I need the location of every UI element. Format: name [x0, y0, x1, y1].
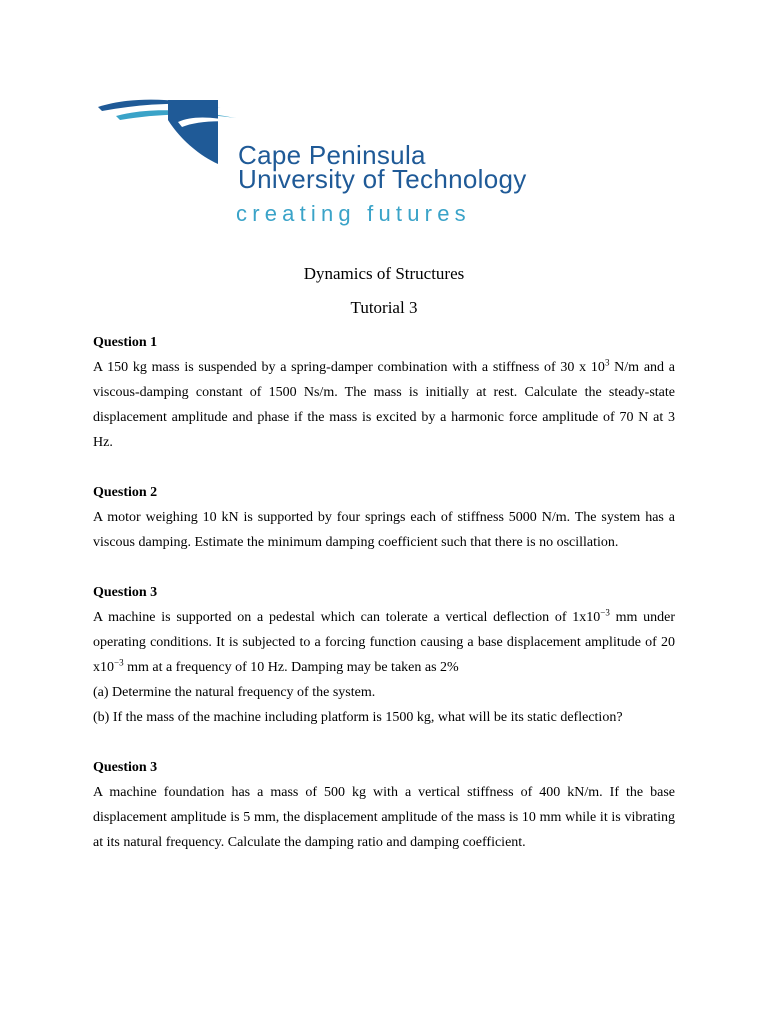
question-text-part: A 150 kg mass is suspended by a spring-damper combination with a stiffness of 30 x 10 — [93, 360, 605, 375]
question-block — [93, 580, 675, 730]
logo-text-line-2: University of Technology — [238, 164, 527, 194]
question-heading: Question 3 — [93, 760, 158, 775]
question-text-part: A machine is supported on a pedestal which can tolerate a vertical deflection of 1x10 — [93, 610, 601, 625]
question-text: A motor weighing 10 kN is supported by four springs each of stiffness 5000 N/m. The system has a viscous damping. Estimate the minimum damping coefficient such that there is no oscillation. — [93, 510, 675, 550]
question-subpart-b: (b) If the mass of the machine including platform is 1500 kg, what will be its static deflection? — [93, 710, 623, 725]
question-text — [93, 605, 675, 680]
document-subtitle: Tutorial 3 — [350, 298, 418, 317]
questions-section — [93, 330, 675, 855]
question-text — [93, 355, 675, 455]
wave-logo-icon — [96, 92, 246, 172]
question-block — [93, 330, 675, 455]
question-block — [93, 755, 675, 855]
logo-tagline: creating futures — [236, 201, 471, 226]
university-logo — [96, 92, 656, 232]
question-text-part: mm at a frequency of 10 Hz. Damping may be taken as 2% — [123, 660, 459, 675]
exponent: 3 — [604, 357, 610, 368]
question-text: A machine foundation has a mass of 500 kg with a vertical stiffness of 400 kN/m. If the base displacement amplitude is 5 mm, the displacement amplitude of the mass is 10 mm while it is vibrating at its natural frequency. Calculate the damping ratio and damping coefficient. — [93, 785, 675, 850]
question-heading: Question 2 — [93, 485, 158, 500]
question-block — [93, 480, 675, 555]
question-text-part: N/m and a viscous-damping constant of 1500 Ns/m. The mass is initially at rest. Calculate the steady-state displacement amplitude and phase if the mass is excited by a harmonic force amplitude of 70 N at 3 Hz. — [93, 360, 675, 450]
question-heading: Question 1 — [93, 335, 158, 350]
question-heading: Question 3 — [93, 585, 158, 600]
exponent: −3 — [114, 657, 124, 668]
document-title: Dynamics of Structures — [303, 264, 465, 283]
question-subpart-a: (a) Determine the natural frequency of the system. — [93, 685, 376, 700]
exponent: −3 — [600, 607, 610, 618]
question-text-part: mm under operating conditions. It is subjected to a forcing function causing a base displacement amplitude of 20 x10 — [93, 610, 675, 675]
logo-text-line-1: Cape Peninsula — [238, 140, 426, 170]
